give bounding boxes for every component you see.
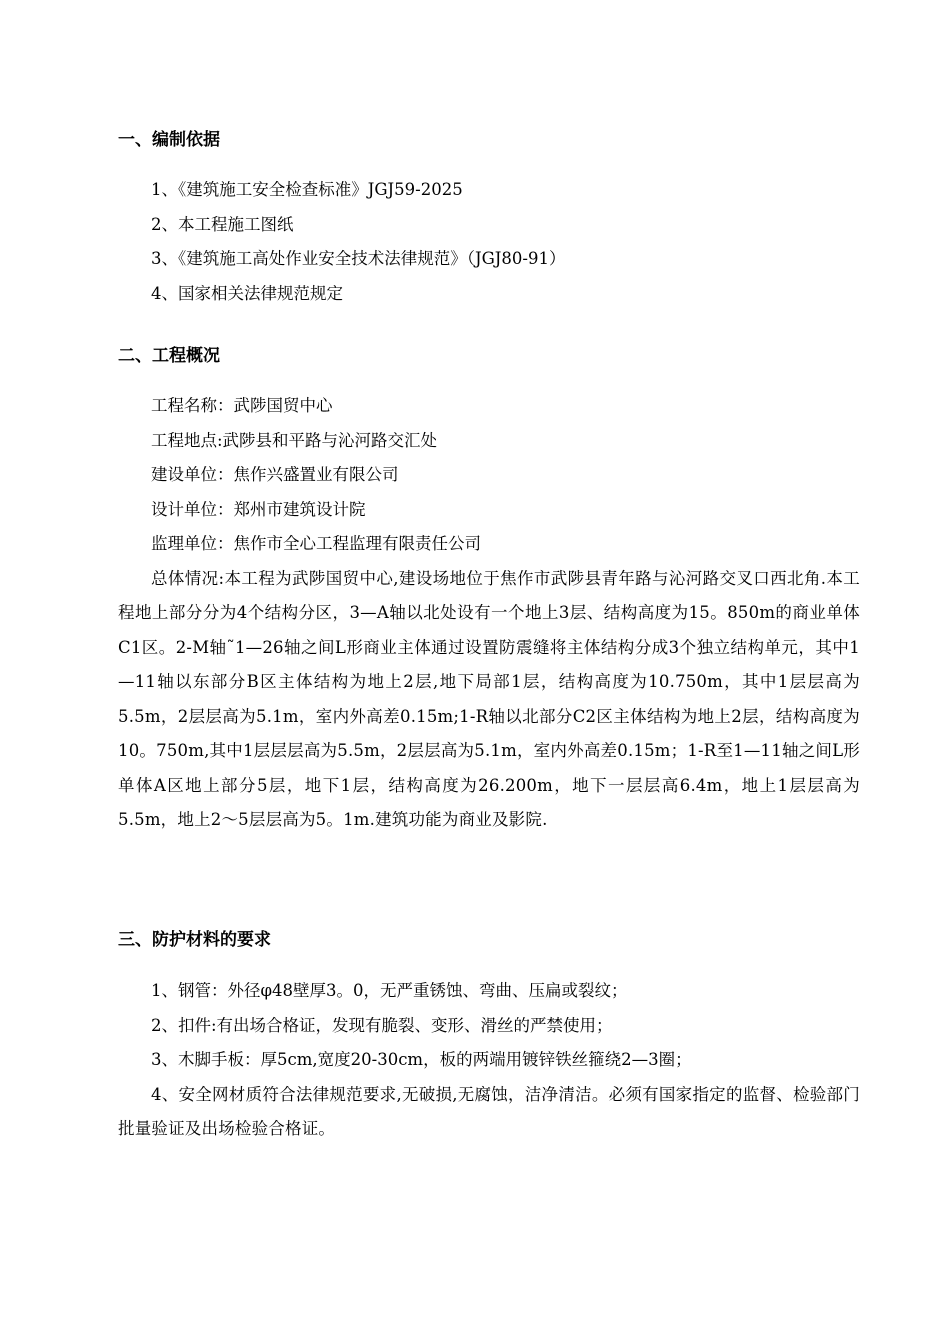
client-line: 建设单位：焦作兴盛置业有限公司 (151, 465, 399, 484)
overview-body (118, 389, 860, 838)
section-heading-materials: 三、防护材料的要求 (118, 930, 271, 950)
basis-list (118, 173, 860, 311)
section-overview (118, 344, 860, 368)
overview-paragraph: 总体情况:本工程为武陟国贸中心,建设场地位于焦作市武陟县青年路与沁河路交叉口西北角.本工程地上部分分为4个结构分区，3—A轴以北处设有一个地上3层、结构高度为15。850m的商业单体C1区。2-M轴˜1—26轴之间L形商业主体通过设置防震缝将主体结构分成3个独立结构单元，其中1—11轴以东部分B区主体结构为地上2层,地下局部1层，结构高度为10.750m，其中1层层高为5.5m，2层层高为5.1m，室内外高差0.15m;1-R轴以北部分C2区主体结构为地上2层，结构高度为10。750m,其中1层层层高为5.5m，2层层高为5.1m，室内外高差0.15m；1-R至1—11轴之间L形单体A区地上部分5层，地下1层，结构高度为26.200m，地下一层层高6.4m，地上1层层高为5.5m，地上2～5层层高为5。1m.建筑功能为商业及影院. (118, 568, 860, 829)
basis-item: 2、本工程施工图纸 (151, 214, 294, 234)
materials-list (118, 974, 860, 1078)
basis-item: 1、《建筑施工安全检查标准》JGJ59-2025 (151, 180, 463, 199)
materials-body (118, 974, 860, 1147)
material-item-safety-net: 4、安全网材质符合法律规范要求,无破损,无腐蚀，洁净清洁。必须有国家指定的监督、检验部门批量验证及出场检验合格证。 (118, 1084, 860, 1138)
basis-item: 4、国家相关法律规范规定 (151, 283, 343, 303)
material-item: 1、钢管：外径φ48壁厚3。0，无严重锈蚀、弯曲、压扁或裂纹； (151, 981, 628, 1000)
section-heading-basis: 一、编制依据 (118, 130, 220, 150)
section-materials (118, 928, 860, 952)
project-name-line: 工程名称：武陟国贸中心 (151, 396, 333, 415)
basis-list-container (118, 173, 860, 311)
section-heading-overview: 二、工程概况 (118, 346, 220, 366)
supervisor-line: 监理单位：焦作市全心工程监理有限责任公司 (151, 534, 481, 553)
project-location-line: 工程地点:武陟县和平路与沁河路交汇处 (151, 430, 438, 450)
material-item: 3、木脚手板：厚5cm,宽度20-30cm，板的两端用镀锌铁丝箍绕2—3圈； (151, 1050, 692, 1069)
designer-line: 设计单位：郑州市建筑设计院 (151, 499, 366, 519)
material-item: 2、扣件:有出场合格证，发现有脆裂、变形、滑丝的严禁使用； (151, 1015, 613, 1035)
basis-item: 3、《建筑施工高处作业安全技术法律规范》（JGJ80-91） (151, 249, 566, 268)
section-basis (118, 128, 860, 152)
